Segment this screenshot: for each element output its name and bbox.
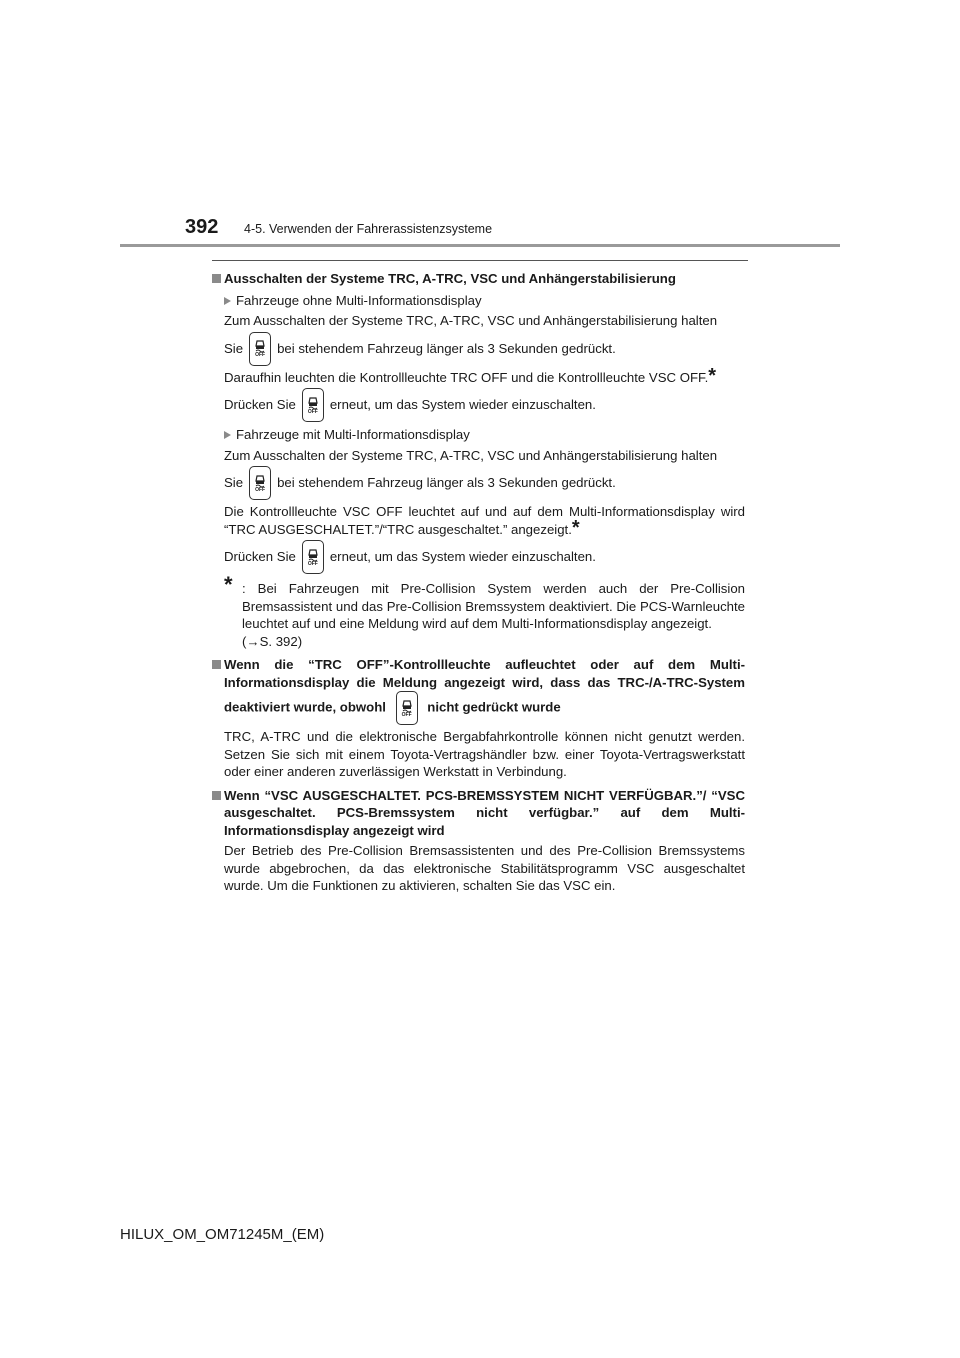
content-rule [212,260,748,261]
asterisk-marker: * [224,572,233,597]
square-bullet-icon [212,660,221,669]
paragraph-with-icon: Sie OFF bei stehendem Fahrzeug länger als 3 Sekunden gedrückt. [212,466,745,500]
vsc-off-button-icon: OFF [302,540,324,574]
footnote: * : Bei Fahrzeugen mit Pre-Collision System werden auch der Pre-Collision Bremsassistent und das Pre-Collision Bremssystem deaktiviert. Die PCS-Warnleuchte leuchtet auf und eine Meldung wird auf dem Multi-Informationsdisplay angezeigt. (→S. 392) [224,572,745,649]
header-rule [120,244,840,247]
asterisk-marker: * [708,364,717,387]
triangle-bullet-icon [224,297,231,305]
paragraph-with-icon: Sie OFF bei stehendem Fahrzeug länger als 3 Sekunden gedrückt. [212,332,745,366]
vsc-off-button-icon: OFF [249,466,271,500]
heading-vsc-off-pcs: Wenn “VSC AUSGESCHALTET. PCS-BREMSSYSTEM NICHT VERFÜGBAR.”/ “VSC ausgeschaltet. PCS-Bremssystem nicht verfügbar.” auf dem Multi-Informationsdisplay angezeigt wird [212,787,745,840]
paragraph: Daraufhin leuchten die Kontrollleuchte TRC OFF und die Kontrollleuchte VSC OFF.* [224,364,717,387]
paragraph-with-icon: Drücken Sie OFF erneut, um das System wieder einzuschalten. [212,540,745,574]
paragraph: Der Betrieb des Pre-Collision Bremsassistenten und des Pre-Collision Bremssystems wurde abgebrochen, da das elektronische Stabilitätsprogramm VSC ausgeschaltet wurde. Um die Funktionen zu aktivieren, schalten Sie das VSC ein. [224,843,745,893]
heading-trc-off: Ausschalten der Systeme TRC, A-TRC, VSC und Anhängerstabilisierung [212,270,745,288]
vsc-off-button-icon: OFF [302,388,324,422]
footer-doc-id: HILUX_OM_OM71245M_(EM) [120,1226,325,1243]
section-title: 4-5. Verwenden der Fahrerassistenzsysteme [244,222,493,236]
paragraph: Die Kontrollleuchte VSC OFF leuchtet auf und auf dem Multi-Informationsdisplay wird “TRC AUSGESCHALTET.”/“TRC ausgeschaltet.” angezeigt.* [224,504,745,539]
paragraph: Zum Ausschalten der Systeme TRC, A-TRC, VSC und Anhängerstabilisierung halten [224,447,718,463]
content [212,268,745,895]
heading-trc-off-indicator: Wenn die “TRC OFF”-Kontrollleuchte aufleuchtet oder auf dem Multi-Informationsdisplay die Meldung angezeigt wird, dass das TRC-/A-TRC-System deaktiviert wurde, obwohl OFF nicht gedrückt wurde [212,656,745,725]
page-number: 392 [185,216,219,238]
triangle-bullet-icon [224,431,231,439]
paragraph: Zum Ausschalten der Systeme TRC, A-TRC, VSC und Anhängerstabilisierung halten [224,313,718,328]
subheading-with-display: Fahrzeuge mit Multi-Informationsdisplay [212,426,745,444]
vsc-off-button-icon: OFF [249,332,271,366]
square-bullet-icon [212,791,221,800]
vsc-off-button-icon: OFF [396,691,418,725]
square-bullet-icon [212,274,221,283]
paragraph-with-icon: Drücken Sie OFF erneut, um das System wieder einzuschalten. [212,388,745,422]
paragraph: TRC, A-TRC und die elektronische Bergabfahrkontrolle können nicht genutzt werden. Setzen Sie sich mit einem Toyota-Vertragshändler bzw. einer Toyota-Vertragswerkstatt oder einer anderen zuverlässigen Werkstatt in Verbindung. [224,729,745,779]
page-reference-link[interactable]: (→S. 392) [242,633,303,649]
asterisk-marker: * [571,516,580,539]
subheading-without-display: Fahrzeuge ohne Multi-Informationsdisplay [212,292,745,310]
